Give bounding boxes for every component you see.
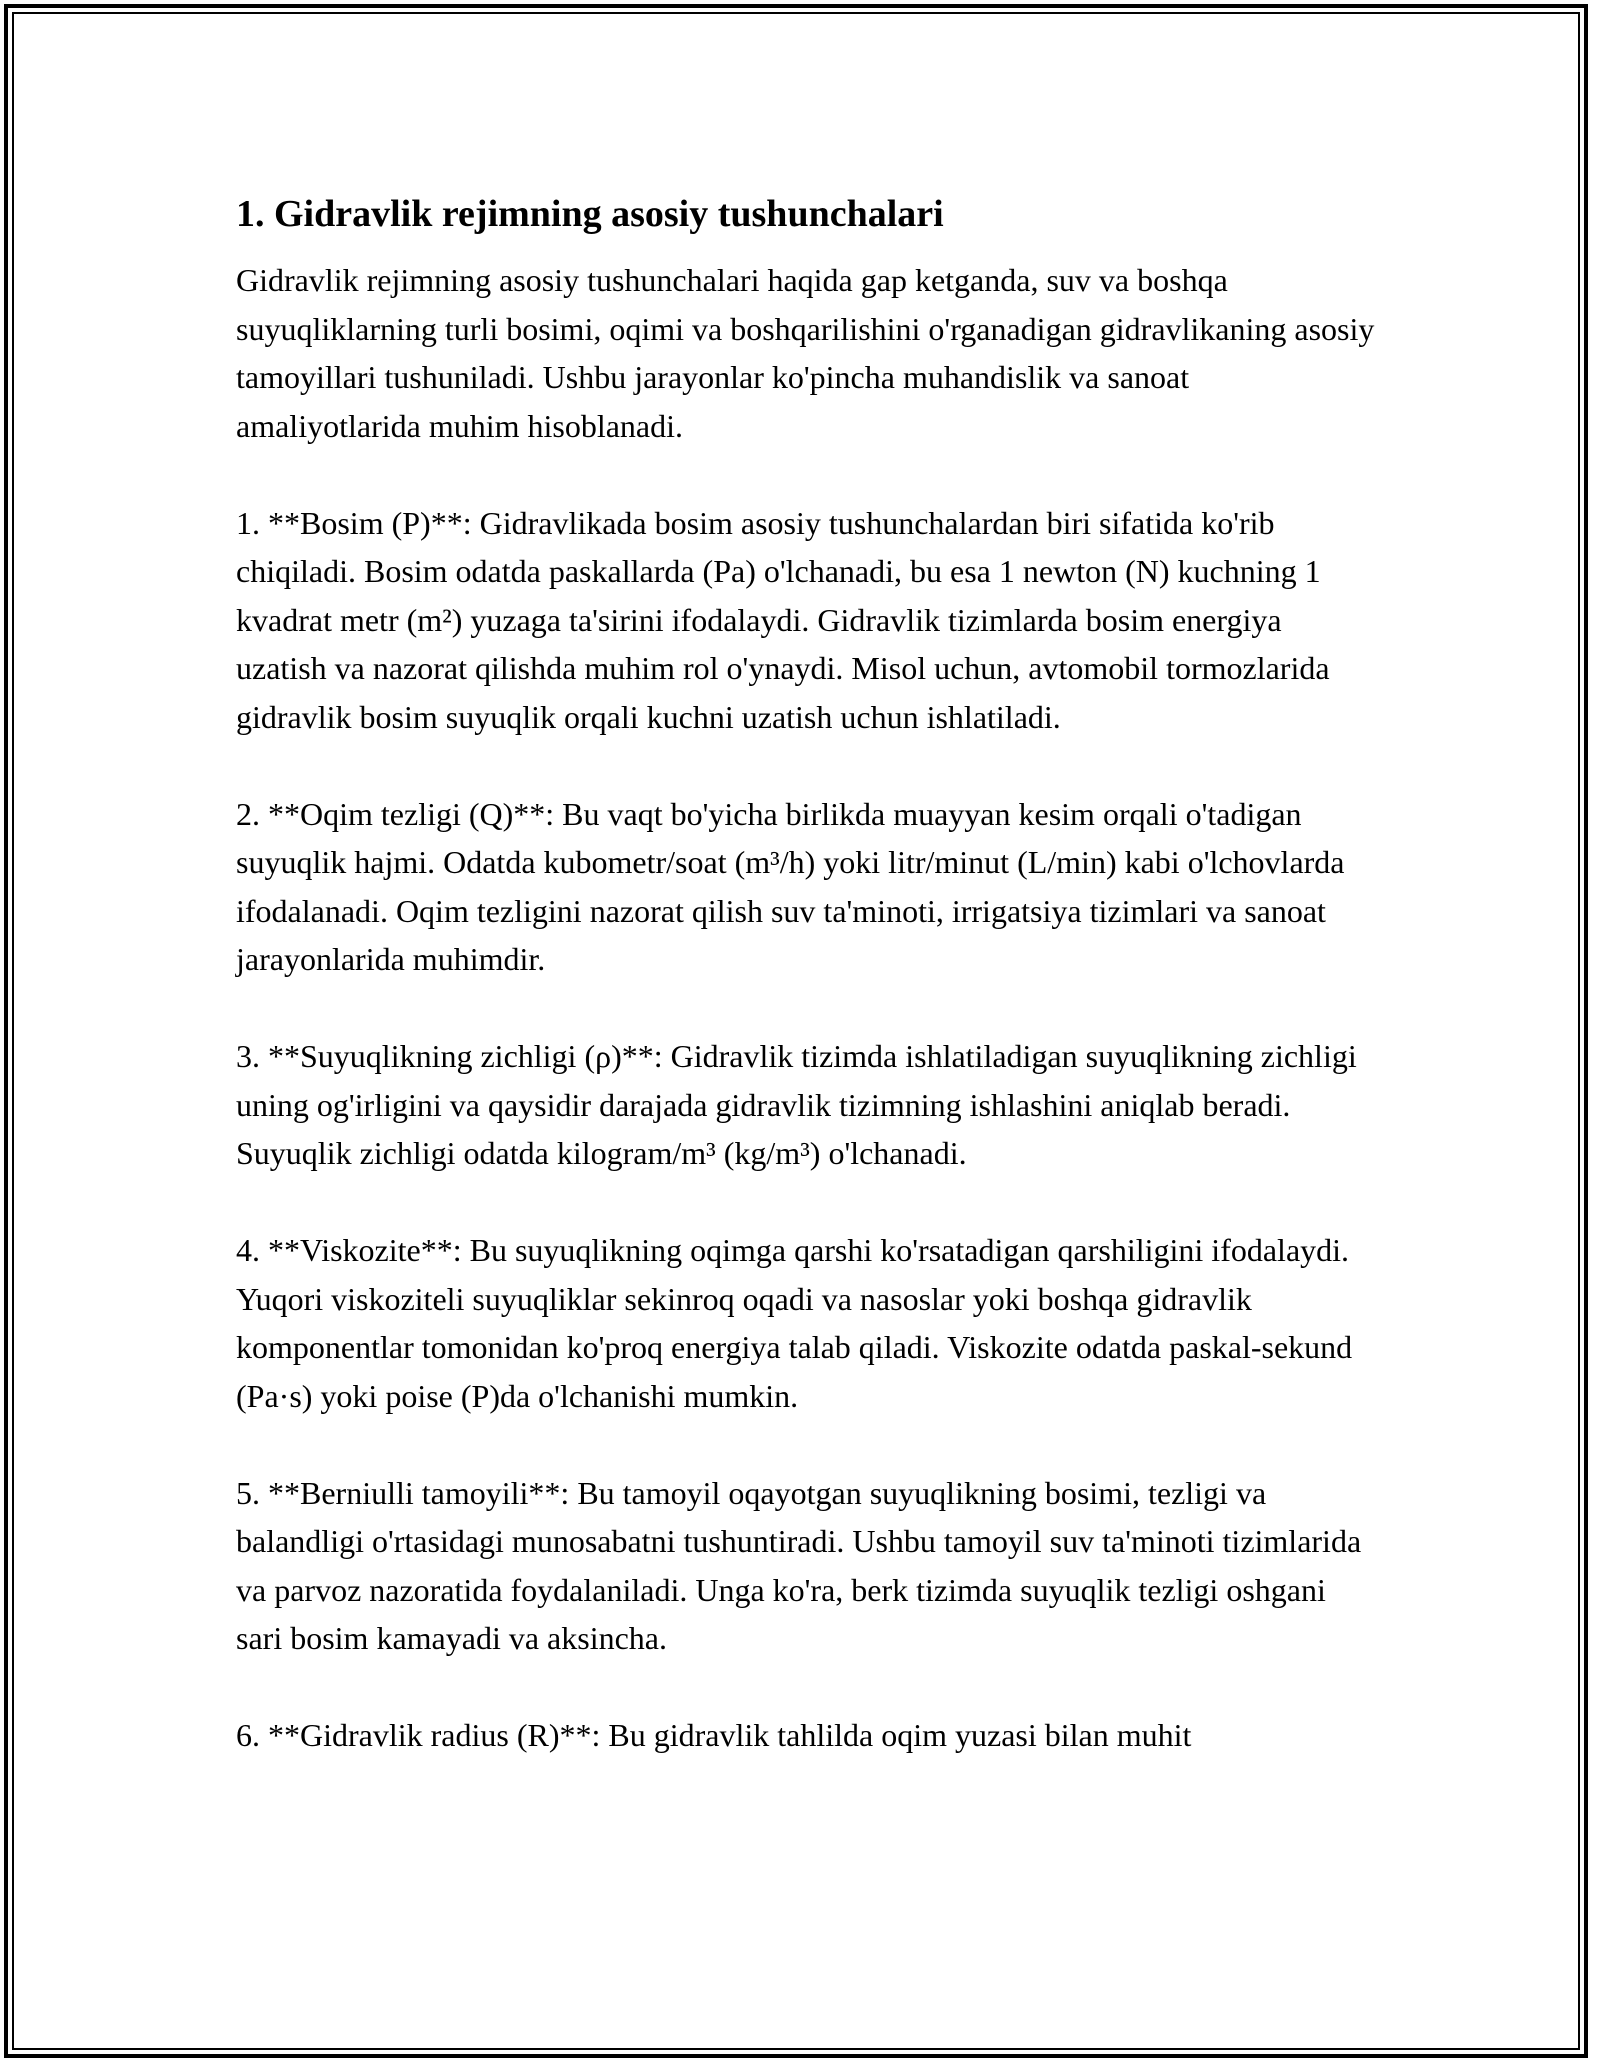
paragraph-viscosity: 4. **Viskozite**: Bu suyuqlikning oqimga qarshi ko'rsatadigan qarshiligini ifodalaydi. Yuqori viskoziteli suyuqliklar sekinroq oqadi va nasoslar yoki boshqa gidravlik komponentlar tomonidan ko'proq energiya talab qiladi. Viskozite odatda paskal-sekund (Pa·s) yoki poise (P)da o'lchanishi mumkin. [236, 1232, 1353, 1414]
paragraph-pressure: 1. **Bosim (P)**: Gidravlikada bosim asosiy tushunchalardan biri sifatida ko'rib chiqiladi. Bosim odatda paskallarda (Pa) o'lchanadi, bu esa 1 newton (N) kuchning 1 kvadrat metr (m²) yuzaga ta'sirini ifodalaydi. Gidravlik tizimlarda bosim energiya uzatish va nazorat qilishda muhim rol o'ynaydi. Misol uchun, avtomobil tormozlarida gidravlik bosim suyuqlik orqali kuchni uzatish uchun ishlatiladi. [236, 504, 1330, 735]
document-body [236, 186, 1376, 1760]
intro-paragraph: Gidravlik rejimning asosiy tushunchalari haqida gap ketganda, suv va boshqa suyuqliklarning turli bosimi, oqimi va boshqarilishini o'rganadigan gidravlikaning asosiy tamoyillari tushuniladi. Ushbu jarayonlar ko'pincha muhandislik va sanoat amaliyotlarida muhim hisoblanadi. [236, 262, 1375, 444]
paragraph-hydraulic-radius: 6. **Gidravlik radius (R)**: Bu gidravlik tahlilda oqim yuzasi bilan muhit [236, 1717, 1192, 1753]
paragraph-density: 3. **Suyuqlikning zichligi (ρ)**: Gidravlik tizimda ishlatiladigan suyuqlikning zichligi uning og'irligini va qaysidir darajada gidravlik tizimning ishlashini aniqlab beradi. Suyuqlik zichligi odatda kilogram/m³ (kg/m³) o'lchanadi. [236, 1038, 1357, 1171]
section-heading: 1. Gidravlik rejimning asosiy tushunchalari [236, 193, 944, 235]
paragraph-flow-rate: 2. **Oqim tezligi (Q)**: Bu vaqt bo'yicha birlikda muayyan kesim orqali o'tadigan suyuqlik hajmi. Odatda kubometr/soat (m³/h) yoki litr/minut (L/min) kabi o'lchovlarda ifodalanadi. Oqim tezligini nazorat qilish suv ta'minoti, irrigatsiya tizimlari va sanoat jarayonlarida muhimdir. [236, 795, 1345, 977]
paragraph-bernoulli: 5. **Berniulli tamoyili**: Bu tamoyil oqayotgan suyuqlikning bosimi, tezligi va balandligi o'rtasidagi munosabatni tushuntiradi. Ushbu tamoyil suv ta'minoti tizimlarida va parvoz nazoratida foydalaniladi. Unga ko'ra, berk tizimda suyuqlik tezligi oshgani sari bosim kamayadi va aksincha. [236, 1474, 1362, 1656]
